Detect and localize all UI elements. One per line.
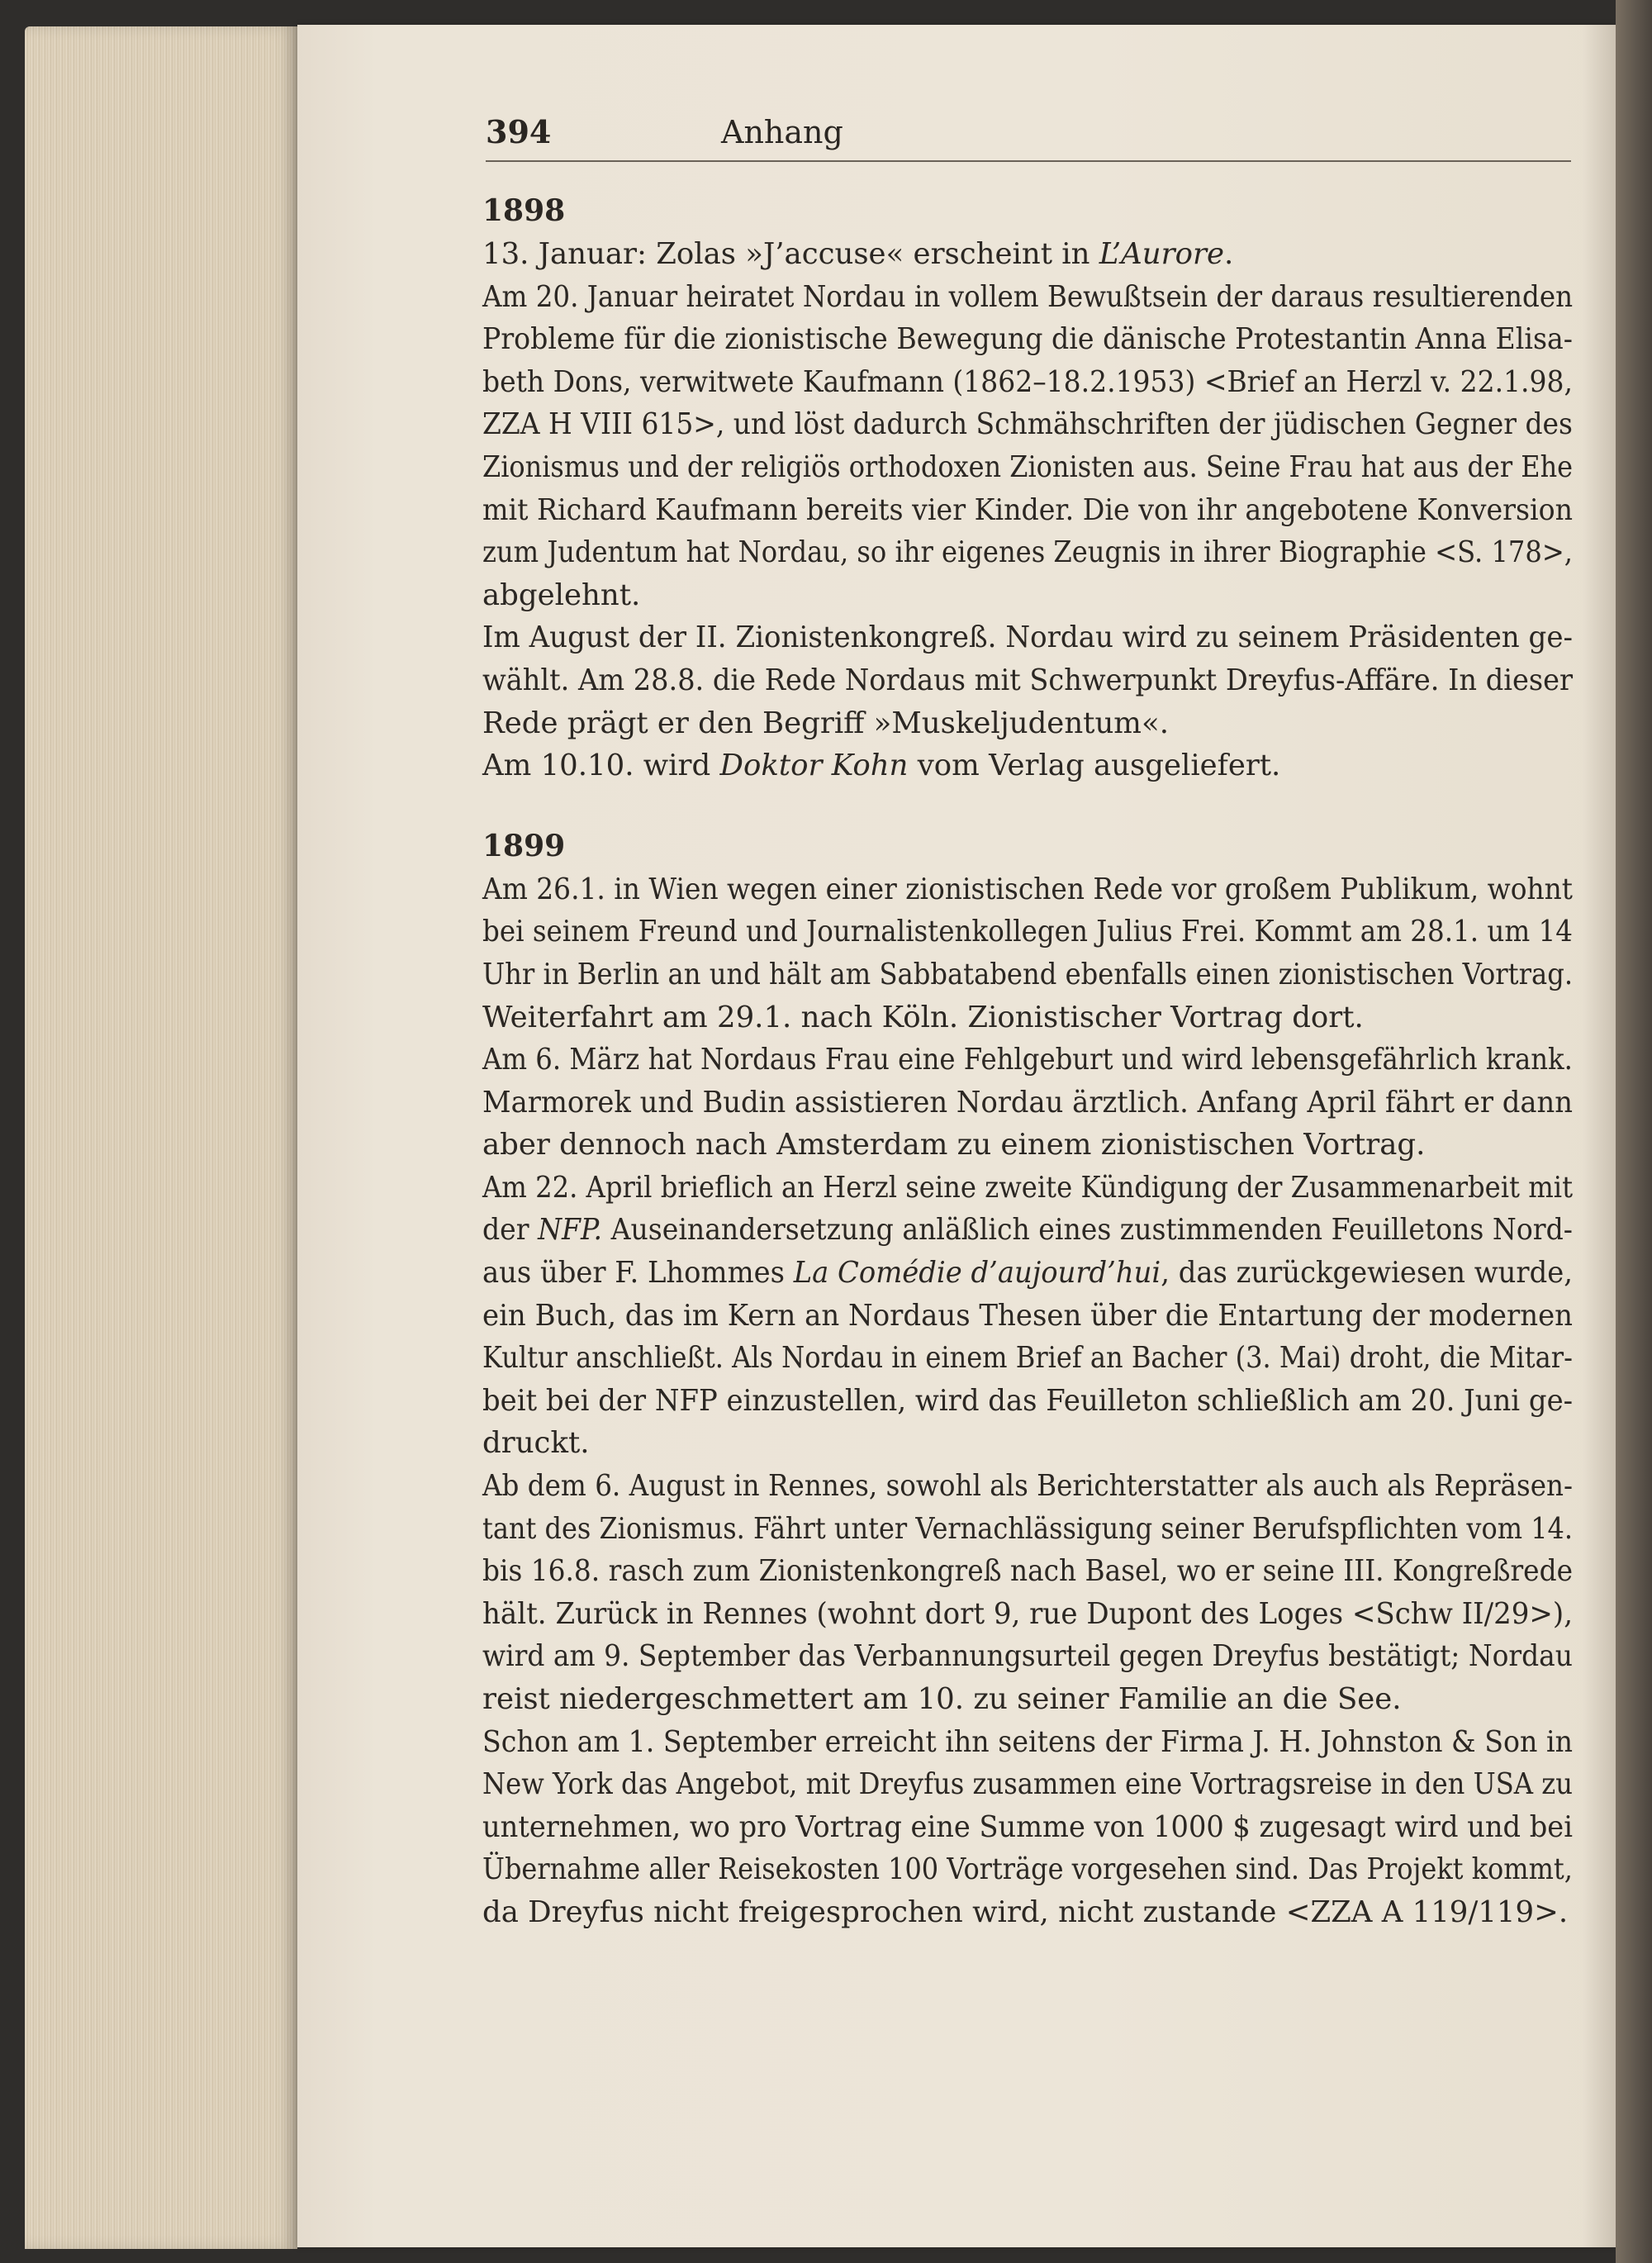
text-line: beit bei der NFP einzustellen, wird das Feuilleton schließlich am 20. Juni ge- (482, 1383, 1574, 1418)
text-line: abgelehnt. (482, 578, 641, 612)
text-line: New York das Angebot, mit Dreyfus zusammen eine Vortragsreise in den USA zu (482, 1767, 1573, 1802)
text-line: Ab dem 6. August in Rennes, sowohl als Berichterstatter als auch als Repräsen- (482, 1469, 1574, 1504)
text-line: wird am 9. September das Verbannungsurteil gegen Dreyfus bestätigt; Nordau (482, 1639, 1573, 1674)
paragraph (482, 1039, 1573, 1167)
text-line: Zionismus und der religiös orthodoxen Zionisten aus. Seine Frau hat aus der Ehe (482, 449, 1574, 484)
page-edges (25, 26, 297, 2249)
text-line: bis 16.8. rasch zum Zionistenkongreß nach Basel, wo er seine III. Kongreßrede (482, 1554, 1574, 1589)
year-heading-1899: 1899 (482, 828, 566, 863)
paragraph (482, 1167, 1573, 1465)
body-text (482, 190, 1573, 1934)
text-line: Am 20. Januar heiratet Nordau in vollem Bewußtsein der daraus resultierenden (482, 279, 1574, 314)
text-line: bei seinem Freund und Journalistenkollegen Julius Frei. Kommt am 28.1. um 14 (482, 915, 1573, 949)
text-line: wählt. Am 28.8. die Rede Nordaus mit Schwerpunkt Dreyfus-Affäre. In dieser (482, 663, 1574, 697)
text-line: Rede prägt er den Begriff »Muskeljudentum«. (482, 706, 1169, 740)
text-line: Kultur anschließt. Als Nordau in einem Brief an Bacher (3. Mai) droht, die Mitar- (482, 1341, 1573, 1376)
text-line: aus über F. Lhommes La Comédie d’aujourd’hui, das zurückgewiesen wurde, (482, 1256, 1573, 1291)
text-line: hält. Zurück in Rennes (wohnt dort 9, rue Dupont des Loges <Schw II/29>), (482, 1596, 1574, 1631)
paragraph (482, 233, 1573, 276)
text-line: unternehmen, wo pro Vortrag eine Summe von 1000 $ zugesagt wird und bei (482, 1809, 1573, 1844)
paragraph (482, 276, 1573, 617)
binding-shadow (1583, 25, 1616, 2247)
year-heading-1898: 1898 (482, 193, 566, 228)
text-line: Marmorek und Budin assistieren Nordau ärztlich. Anfang April fährt er dann (482, 1085, 1573, 1120)
adjacent-page-edge (1616, 0, 1652, 2263)
text-line: Weiterfahrt am 29.1. nach Köln. Zionistischer Vortrag dort. (482, 1000, 1364, 1034)
paragraph (482, 1721, 1573, 1934)
text-line: aber dennoch nach Amsterdam zu einem zionistischen Vortrag. (482, 1128, 1426, 1162)
text-line: ein Buch, das im Kern an Nordaus Thesen über die Entartung der modernen (482, 1298, 1574, 1333)
text-line: Übernahme aller Reisekosten 100 Vorträge vorgesehen sind. Das Projekt kommt, (482, 1852, 1573, 1887)
page-number: 394 (486, 113, 552, 150)
text-line: Am 10.10. wird Doktor Kohn vom Verlag ausgeliefert. (482, 749, 1281, 783)
text-line: Am 6. März hat Nordaus Frau eine Fehlgeburt und wird lebensgefährlich krank. (482, 1043, 1573, 1077)
text-line: Uhr in Berlin an und hält am Sabbatabend ebenfalls einen zionistischen Vortrag. (482, 957, 1574, 991)
paragraph (482, 868, 1573, 1039)
text-line: 13. Januar: Zolas »J’accuse« erscheint in L’Aurore. (482, 237, 1234, 271)
text-line: Am 26.1. in Wien wegen einer zionistischen Rede vor großem Publikum, wohnt (482, 872, 1573, 906)
text-line: tant des Zionismus. Fährt unter Vernachlässigung seiner Berufspflichten vom 14. (482, 1511, 1574, 1546)
text-line: reist niedergeschmettert am 10. zu seiner Familie an die See. (482, 1682, 1402, 1716)
text-line: beth Dons, verwitwete Kaufmann (1862–18.2.1953) <Brief an Herzl v. 22.1.98, (482, 364, 1573, 399)
paragraph (482, 616, 1573, 744)
section-title: Anhang (721, 114, 843, 150)
text-line: mit Richard Kaufmann bereits vier Kinder. Die von ihr angebotene Konversion (482, 492, 1574, 527)
paragraph (482, 1465, 1573, 1721)
text-line: Am 22. April brieflich an Herzl seine zweite Kündigung der Zusammenarbeit mit (482, 1170, 1574, 1205)
running-head (486, 109, 1571, 162)
paragraph (482, 744, 1573, 787)
text-line: da Dreyfus nicht freigesprochen wird, nicht zustande <ZZA A 119/119>. (482, 1895, 1569, 1929)
text-line: Schon am 1. September erreicht ihn seitens der Firma J. H. Johnston & Son in (482, 1724, 1573, 1759)
text-line: zum Judentum hat Nordau, so ihr eigenes Zeugnis in ihrer Biographie <S. 178>, (482, 535, 1573, 570)
text-line: druckt. (482, 1426, 590, 1461)
text-line: ZZA H VIII 615>, und löst dadurch Schmähschriften der jüdischen Gegner des (482, 407, 1573, 442)
text-line: Probleme für die zionistische Bewegung die dänische Protestantin Anna Elisa- (482, 322, 1573, 357)
text-line: Im August der II. Zionistenkongreß. Nordau wird zu seinem Präsidenten ge- (482, 620, 1574, 655)
text-line: der NFP. Auseinandersetzung anläßlich eines zustimmenden Feuilletons Nord- (482, 1213, 1573, 1248)
